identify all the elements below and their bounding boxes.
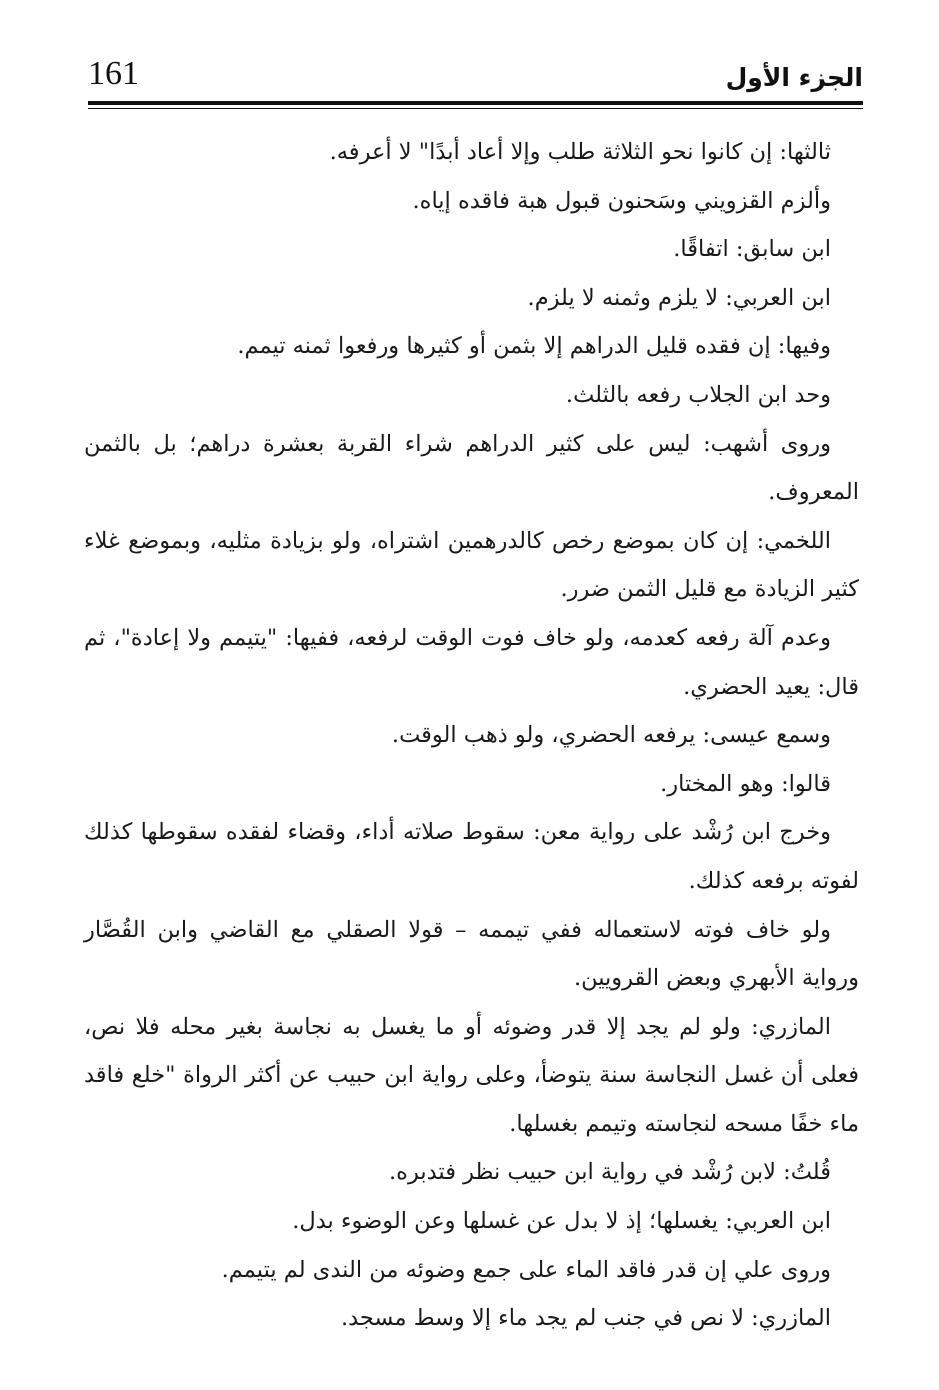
paragraph-9: وعدم آلة رفعه كعدمه، ولو خاف فوت الوقت لرفعه، ففيها: "يتيمم ولا إعادة"، ثم قال: يعيد الحضري.	[84, 624, 859, 700]
paragraph-7: وروى أشهب: ليس على كثير الدراهم شراء القربة بعشرة دراهم؛ بل بالثمن المعروف.	[84, 430, 859, 506]
paragraph-16: ابن العربي: يغسلها؛ إذ لا بدل عن غسلها وعن الوضوء بدل.	[292, 1208, 831, 1235]
page-header	[88, 52, 863, 104]
header-rule-thick	[88, 101, 863, 105]
paragraph-1: ثالثها: إن كانوا نحو الثلاثة طلب وإلا أعاد أبدًا" لا أعرفه.	[329, 139, 831, 165]
paragraph-14: المازري: ولو لم يجد إلا قدر وضوئه أو ما يغسل به نجاسة بغير محله فلا نص، فعلى أن غسل النجاسة سنة يتوضأ، وعلى رواية ابن حبيب عن أكثر الرواة "خلع فاقد ماء خفًا مسحه لنجاسته وتيمم بغسلها.	[84, 1013, 859, 1137]
paragraph-13: ولو خاف فوته لاستعماله ففي تيممه – قولا الصقلي مع القاضي وابن القُصَّار ورواية الأبهري وبعض القرويين.	[84, 916, 859, 992]
page-number: 161	[88, 55, 139, 92]
paragraph-5: وفيها: إن فقده قليل الدراهم إلا بثمن أو كثيرها ورفعوا ثمنه تيمم.	[237, 333, 831, 360]
header-rule-thin	[88, 108, 863, 109]
paragraph-6: وحد ابن الجلاب رفعه بالثلث.	[565, 381, 831, 408]
paragraph-10: وسمع عيسى: يرفعه الحضري، ولو ذهب الوقت.	[391, 722, 831, 749]
paragraph-18: المازري: لا نص في جنب لم يجد ماء إلا وسط مسجد.	[340, 1305, 831, 1332]
page-body	[84, 128, 859, 1343]
paragraph-4: ابن العربي: لا يلزم وثمنه لا يلزم.	[527, 284, 831, 311]
paragraph-15: قُلتُ: لابن رُشْد في رواية ابن حبيب نظر فتدبره.	[389, 1159, 831, 1186]
paragraph-2: وألزم القزويني وسَحنون قبول هبة فاقده إياه.	[412, 187, 831, 214]
running-title: الجزء الأول	[725, 63, 863, 92]
paragraph-11: قالوا: وهو المختار.	[660, 770, 831, 797]
paragraph-8: اللخمي: إن كان بموضع رخص كالدرهمين اشتراه، ولو بزيادة مثليه، وبموضع غلاء كثير الزيادة مع قليل الثمن ضرر.	[84, 527, 859, 603]
paragraph-3: ابن سابق: اتفاقًا.	[673, 236, 831, 263]
paragraph-17: وروى علي إن قدر فاقد الماء على جمع وضوئه من الندى لم يتيمم.	[221, 1256, 831, 1283]
paragraph-12: وخرج ابن رُشْد على رواية معن: سقوط صلاته أداء، وقضاء لفقده سقوطها كذلك لفوته برفعه كذلك.	[84, 819, 859, 894]
